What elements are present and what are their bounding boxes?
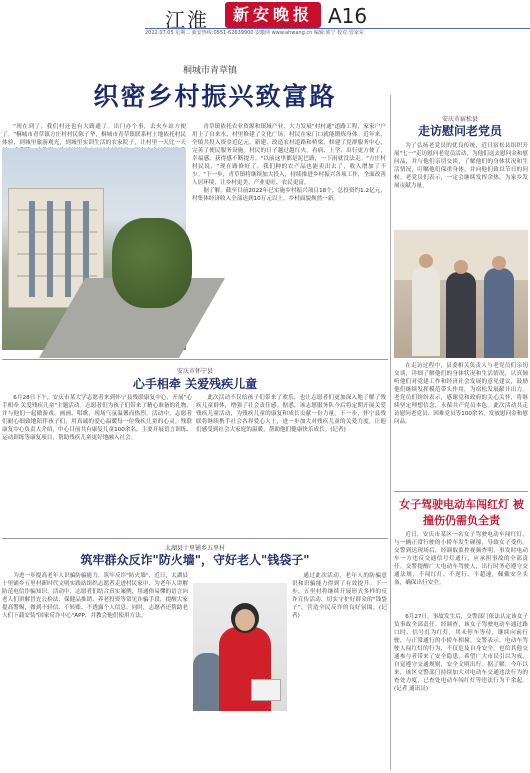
article-b1-col1 (2, 572, 188, 771)
article-r2-headline: 女子驾驶电动车闯红灯 被撞伤仍需负全责 (399, 498, 524, 527)
article-m1-kicker: 安庆市怀宁县 (176, 368, 213, 375)
feature-col2-text: 青草镇依托农业资源和镇域产业，大力发展"村村通"道路工程，家家户户用上了自来水，村里修建了文化广场，村民在家门口就能锻炼身体。近年来，全镇共投入资金近亿元，新建、改造农村道路和桥梁，修建了党群服务中心，完善了便民服务设施。村民的日子越过越红火，看病、上学、出行更方便了，幸福感、获得感不断提升。"以前这里都是泥巴路，一下雨就没法走。"方庄村村民说，"现在路修好了，我们种的农产品也能卖出去了，收入增加了不少。"下一步，青草镇将继续加大投入，持续推进乡村振兴各项工作，全面改善人居环境，让乡村更美、产业更旺、农民更富。 (192, 124, 386, 186)
masthead-meta: 2022.07.05 星期二 新安热线:0551-62639900 安徽网 www.ahwang.cn 编辑:郭宁 校对:管家荣 (145, 30, 364, 36)
flyer-shape (251, 679, 281, 701)
section-divider-2 (2, 538, 388, 539)
newspaper-logo: 新安晚报 (225, 2, 321, 28)
face-shape (235, 609, 255, 631)
section-divider-1 (2, 359, 388, 360)
person-shape (446, 272, 476, 358)
article-r1-body-text: 为了弘扬老党员的优良传统，近日宿松县组织开展"七一"走访慰问老党员活动，为他们送去慰问金和慰问品，并与他们亲切交谈，了解他们的身体状况和生活情况，叮嘱他们保重身体，并向他们致以节日的问候。老党员们表示，一定会继续发挥余热，为家乡发展贡献力量。 (394, 143, 528, 189)
section-divider-r (394, 491, 528, 492)
page-number: A16 (328, 4, 368, 28)
article-r2-body (394, 531, 528, 611)
volunteer-photo (193, 583, 287, 711)
feature-col1 (2, 123, 186, 147)
person-shape (412, 266, 440, 356)
feature-headline: 织密乡村振兴致富路 (93, 82, 337, 111)
head-shape (419, 254, 433, 268)
feature-col2 (192, 123, 386, 351)
article-b1-col2-text: 通过此次活动，老年人的防骗意识和识骗能力得到了有效提升。下一步，五里村将继续开展形式多样的反诈宣传活动，切实守护好群众的"钱袋子"，营造全民反诈的良好氛围。(记者) (292, 573, 387, 619)
article-r1-kicker: 安庆市宿松县 (441, 116, 478, 123)
masthead (0, 0, 530, 36)
article-r2-body-text: 近日，安庆市某区一名女子驾驶电动车闯红灯，与一辆正常行驶的小轿车发生碰撞，导致女子受伤。交警到达现场后，经调取监控视频查明，事发时电动车一方违反交通信号灯通行，应承担事故的全部责任。交警提醒广大电动车驾驶人，出行时务必遵守交通法规，不闯红灯、不逆行、不超速，佩戴安全头盔，确保出行安全。 (394, 532, 528, 586)
article-r1-body (394, 142, 528, 228)
article-b1-col2 (292, 572, 387, 771)
article-r1-body2-text: 在走访过程中，县委相关负责人与老党员们亲切交谈，详细了解他们的身体状况和生活情况，认真倾听他们对党建工作和经济社会发展的意见建议，鼓励他们继续发挥模范带头作用，为宿松发展献计出力。老党员们纷纷表示，感谢党和政府的关心关怀，将继续坚定理想信念，永葆共产党员本色。此次活动共走访慰问老党员、困难党员等100余名，发放慰问金和慰问品。 (394, 363, 528, 425)
article-m1-col1-text: 6月28日下午，安庆市某大学志愿者来到怀宁县残联康复中心，开展"心手相牵 关爱残疾儿童"主题活动。志愿者们为孩子们带来了精心准备的礼物，并与他们一起做游戏、画画、唱歌，现场气氛温馨而热烈。活动中，志愿者们耐心细致地陪伴孩子们，用真诚的爱心温暖每一位残疾儿童的心灵。残联康复中心负责人介绍，中心目前共有康复儿童100余名，主要开展语言训练、运动训练等康复项目，帮助残疾儿童更好地融入社会。 (2, 395, 192, 441)
feature-kicker: 桐城市青草镇 (182, 66, 237, 76)
column-divider (390, 95, 391, 770)
visit-photo (394, 230, 528, 358)
section-name: 江淮 (165, 8, 209, 32)
village-photo (2, 148, 186, 350)
article-r2-body2 (394, 613, 528, 771)
article-b1-kicker: 太湖县十里铺乡五里村 (164, 545, 225, 552)
article-m1-headline: 心手相牵 关爱残疾儿童 (132, 377, 258, 391)
head-shape (492, 256, 506, 270)
article-b1-headline: 筑牢群众反诈"防火墙"，守好老人"钱袋子" (80, 553, 310, 567)
article-b1-col1-text: 为进一步提高老年人识骗防骗能力，筑牢反诈"防火墙"，近日，太湖县十里铺乡五里村新时代文明实践站组织志愿者走进村民家中，为老年人讲解防范电信诈骗知识。活动中，志愿者们结合真实案例，用通俗易懂的语言向老人们讲解冒充公检法、保健品推销、养老投资等常见诈骗手段，提醒大家提高警惕，做到不轻信、不转账、不透露个人信息。同时，志愿者还帮助老人们下载安装"国家反诈中心"APP，并教会他们使用方法。 (2, 573, 188, 619)
head-shape (454, 260, 468, 274)
feature-col3-text: 据了解，截至目前2022年已实施乡村振兴项目18个，总投资约1.2亿元，村集体经济收入全部达到10万元以上，乡村面貌焕然一新。 (192, 188, 386, 202)
article-r1-body2 (394, 362, 528, 488)
person-shape (484, 268, 514, 358)
article-m1-col2-text: 此次活动不仅给孩子们带来了欢乐，也让志愿者们更加深入地了解了残疾儿童群体，增强了社会责任感。据悉，该志愿服务队今后将定期开展关爱残疾儿童活动，为残疾儿童的康复和成长贡献一份力量。下一步，怀宁县残联将继续携手社会各界爱心人士，进一步加大对残疾儿童的关爱力度，让他们感受到社会大家庭的温暖，帮助他们健康快乐成长。(记者) (196, 395, 386, 433)
feature-col1-text: "现在到了，我们村还也有大路通了。出门办个事，去火车站方便了。"桐城市青草镇方庄村村民陈子华，桐城市青草镇联系村土地依托村民体验，到城里旅游观光，到城里实训生活的农家院子，让村里一天比一天 (2, 124, 186, 146)
article-m1-col1 (2, 394, 192, 532)
tree-shape (112, 218, 192, 308)
article-r1-headline: 走访慰问老党员 (417, 124, 502, 138)
article-r2-body2-text: 6月27日，事故发生后，交警部门依法认定该女子负事故全部责任。经调查，该女子驾驶电动车通过路口时，信号灯为红灯，其未停车等待，继续向前行驶，与正常通行的小轿车相撞。交警表示，电动车驾驶人闯红灯的行为，不仅危及自身安全，也给其他交通参与者带来了安全隐患，希望广大市民引以为戒，自觉遵守交通规则，安全文明出行。据了解，今年以来，该区交警部门持续加大对电动车交通违法行为的查处力度，已查处电动车闯红灯等违法行为千余起。(记者 通讯员) (394, 614, 528, 692)
article-m1-col2 (196, 394, 386, 532)
